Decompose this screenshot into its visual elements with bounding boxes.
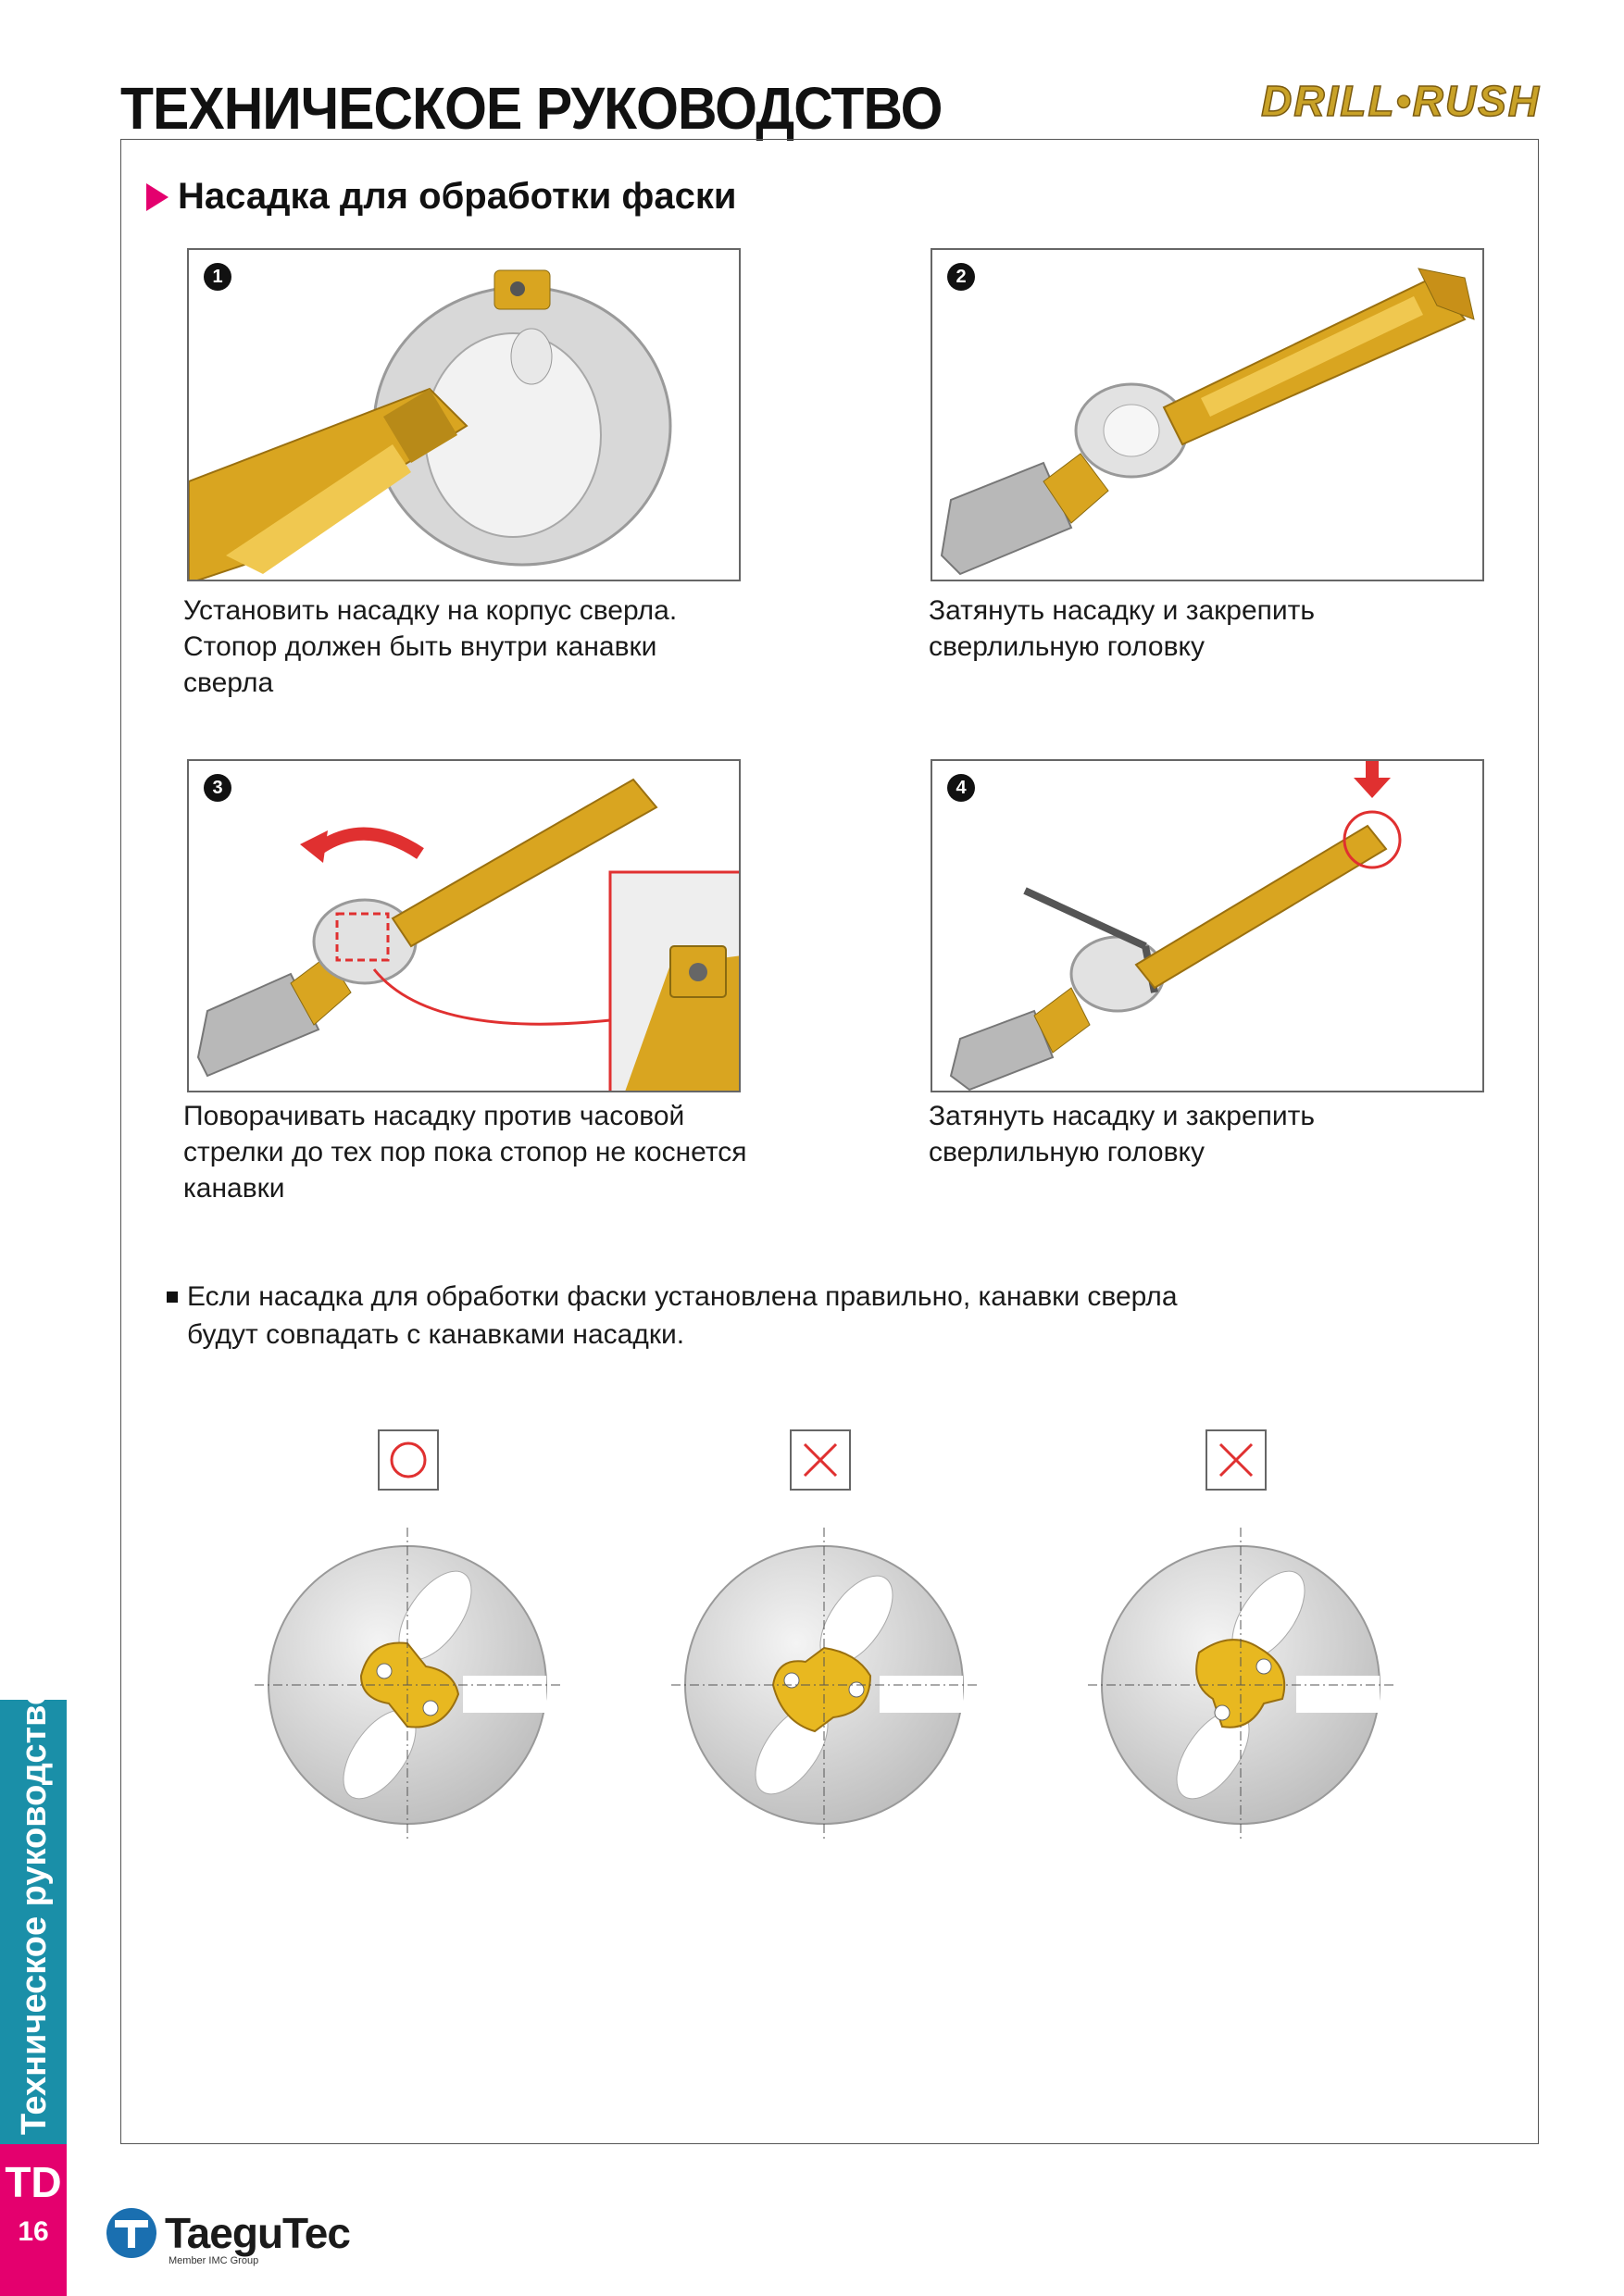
diagram-wrong-2 <box>1088 1528 1393 1842</box>
brand-logo: DRILL•RUSH <box>1261 77 1541 125</box>
cross-mark-icon <box>792 1431 849 1489</box>
step-4-image <box>931 759 1484 1092</box>
step-2-caption: Затянуть насадку и закрепить сверлильную головку <box>929 595 1316 662</box>
wrong-mark-1 <box>790 1429 851 1491</box>
diagram-wrong-1 <box>671 1528 977 1842</box>
company-logo <box>104 2205 350 2266</box>
step-1-image <box>187 248 741 581</box>
logo-text: TaeguTec <box>165 2209 350 2257</box>
side-tab <box>0 1683 67 2144</box>
step-3-caption: Поворачивать насадку против часовой стрелки до тех пор пока стопор не коснется канавки <box>183 1101 747 1204</box>
note-text: Если насадка для обработки фаски установлена правильно, канавки сверла будут совпадать с канавками насадки. <box>187 1281 1178 1350</box>
step-3-image <box>187 759 741 1092</box>
step-number-badge: 3 <box>204 774 231 802</box>
section-code-box <box>0 2144 67 2296</box>
section-code: TD <box>5 2158 62 2206</box>
drill-rotate-illustration <box>189 761 741 1092</box>
wrong-mark-2 <box>1206 1429 1267 1491</box>
section-title: Насадка для обработки фаски <box>178 176 737 217</box>
cross-mark-icon <box>1207 1431 1265 1489</box>
triangle-bullet-icon <box>146 183 169 211</box>
step-1-caption: Установить насадку на корпус сверла. Стопор должен быть внутри канавки сверла <box>183 595 678 698</box>
side-tab-label: Техническое руководство <box>15 1683 54 2135</box>
drill-wrench-illustration <box>932 761 1484 1092</box>
alignment-diagrams <box>241 1518 1407 1852</box>
drill-attachment-illustration <box>189 250 741 581</box>
step-number-badge: 4 <box>947 774 975 802</box>
correct-mark <box>378 1429 439 1491</box>
drill-tightened-illustration <box>932 250 1484 581</box>
logo-subtext: Member IMC Group <box>169 2255 259 2266</box>
circle-mark-icon <box>380 1431 437 1489</box>
page-number: 16 <box>18 2216 49 2247</box>
square-bullet-icon <box>167 1292 178 1303</box>
step-number-badge: 2 <box>947 263 975 291</box>
diagram-correct <box>255 1528 560 1842</box>
taegutec-logo-icon <box>104 2205 159 2261</box>
note-paragraph <box>167 1278 1178 1354</box>
section-heading <box>146 176 737 218</box>
step-4-caption: Затянуть насадку и закрепить сверлильную головку <box>929 1101 1316 1167</box>
page-title: ТЕХНИЧЕСКОЕ РУКОВОДСТВО <box>120 75 943 142</box>
step-number-badge: 1 <box>204 263 231 291</box>
step-2-image <box>931 248 1484 581</box>
